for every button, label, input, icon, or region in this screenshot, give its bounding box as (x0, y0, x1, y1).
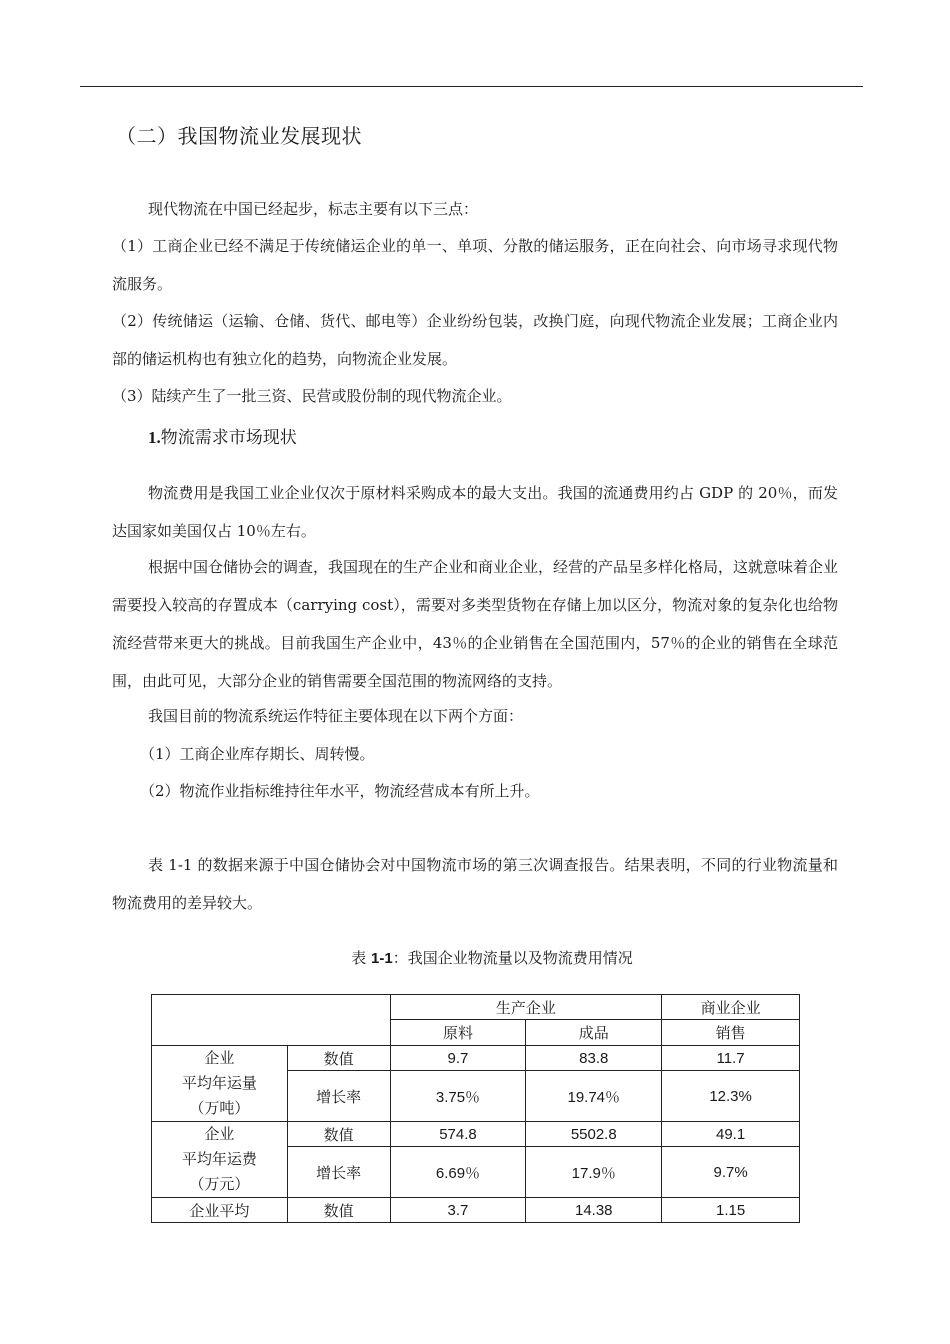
table-cell: 3.75％ (390, 1071, 526, 1122)
row-label-line: 企业 (204, 1125, 235, 1143)
row-label-line: 平均年运量 (181, 1074, 257, 1092)
intro-point-3: （3）陆续产生了一批三资、民营或股份制的现代物流企业。 (112, 387, 512, 405)
row-label-average: 企业平均 (152, 1198, 288, 1223)
table-header-row-1 (152, 995, 800, 1020)
table-caption-number: 1-1 (371, 950, 393, 967)
table-cell: 19.74％ (526, 1071, 662, 1122)
body-paragraph-1: 物流费用是我国工业企业仅次于原材料采购成本的最大支出。我国的流通费用约占 GDP 的 20％，而发达国家如美国仅占 10％左右。 (112, 484, 838, 540)
metric-label: 数值 (287, 1122, 390, 1147)
metric-label: 增长率 (287, 1147, 390, 1198)
table-cell: 3.7 (390, 1198, 526, 1223)
header-sales: 销售 (662, 1020, 800, 1046)
table-caption-text: ：我国企业物流量以及物流费用情况 (392, 949, 633, 967)
table-cell: 1.15 (662, 1198, 800, 1223)
row-label-line: （万元） (189, 1175, 250, 1193)
table-cell: 12.3% (662, 1071, 800, 1122)
logistics-table (151, 994, 800, 1223)
table-caption (112, 945, 872, 972)
intro-lead: 现代物流在中国已经起步，标志主要有以下三点： (148, 200, 479, 218)
header-commerce: 商业企业 (662, 995, 800, 1020)
table-row (152, 1046, 800, 1071)
metric-label: 增长率 (287, 1071, 390, 1122)
metric-label: 数值 (287, 1046, 390, 1071)
header-production: 生产企业 (390, 995, 662, 1020)
row-label-line: （万吨） (189, 1099, 250, 1117)
header-rule (80, 86, 863, 87)
intro-point-2: （2）传统储运（运输、仓储、货代、邮电等）企业纷纷包装，改换门庭，向现代物流企业发展；工商企业内部的储运机构也有独立化的趋势，向物流企业发展。 (112, 312, 838, 368)
header-raw: 原料 (390, 1020, 526, 1046)
body-paragraph-2: 根据中国仓储协会的调查，我国现在的生产企业和商业企业，经营的产品呈多样化格局，这就意味着企业需要投入较高的存置成本（carrying cost），需要对多类型货物在存储上加以区分，物流对象的复杂化也给物流经营带来更大的挑战。目前我国生产企业中，43％的企业销售在全国范围内，57％的企业的销售在全球范围，由此可见，大部分企业的销售需要全国范围的物流网络的支持。 (112, 558, 839, 690)
body-item-1: （1）工商企业库存期长、周转慢。 (140, 745, 375, 763)
metric-label: 数值 (287, 1198, 390, 1223)
table-cell: 83.8 (526, 1046, 662, 1071)
table-cell: 6.69％ (390, 1147, 526, 1198)
subsection-heading (148, 424, 297, 452)
subsection-number: 1. (148, 428, 161, 447)
subsection-title: 物流需求市场现状 (160, 428, 297, 448)
table-row (152, 1122, 800, 1147)
table-cell: 11.7 (662, 1046, 800, 1071)
table-cell: 49.1 (662, 1122, 800, 1147)
table-cell: 14.38 (526, 1198, 662, 1223)
row-label-volume (152, 1046, 288, 1122)
body-paragraph-4: 表 1-1 的数据来源于中国仓储协会对中国物流市场的第三次调查报告。结果表明，不同的行业物流量和物流费用的差异较大。 (112, 856, 838, 912)
table-caption-prefix: 表 (351, 949, 372, 967)
row-label-line: 企业 (204, 1049, 235, 1067)
header-finished: 成品 (526, 1020, 662, 1046)
table-cell: 5502.8 (526, 1122, 662, 1147)
table-cell: 17.9％ (526, 1147, 662, 1198)
table-cell: 9.7% (662, 1147, 800, 1198)
body-paragraph-3: 我国目前的物流系统运作特征主要体现在以下两个方面： (148, 707, 524, 725)
row-label-cost (152, 1122, 288, 1198)
table-cell: 9.7 (390, 1046, 526, 1071)
table-cell: 574.8 (390, 1122, 526, 1147)
table-row (152, 1198, 800, 1223)
intro-point-1: （1）工商企业已经不满足于传统储运企业的单一、单项、分散的储运服务，正在向社会、向市场寻求现代物流服务。 (112, 237, 838, 293)
row-label-line: 平均年运费 (181, 1150, 257, 1168)
body-item-2: （2）物流作业指标维持往年水平，物流经营成本有所上升。 (140, 782, 540, 800)
section-title: （二）我国物流业发展现状 (116, 124, 362, 148)
table-corner-cell (152, 995, 391, 1046)
